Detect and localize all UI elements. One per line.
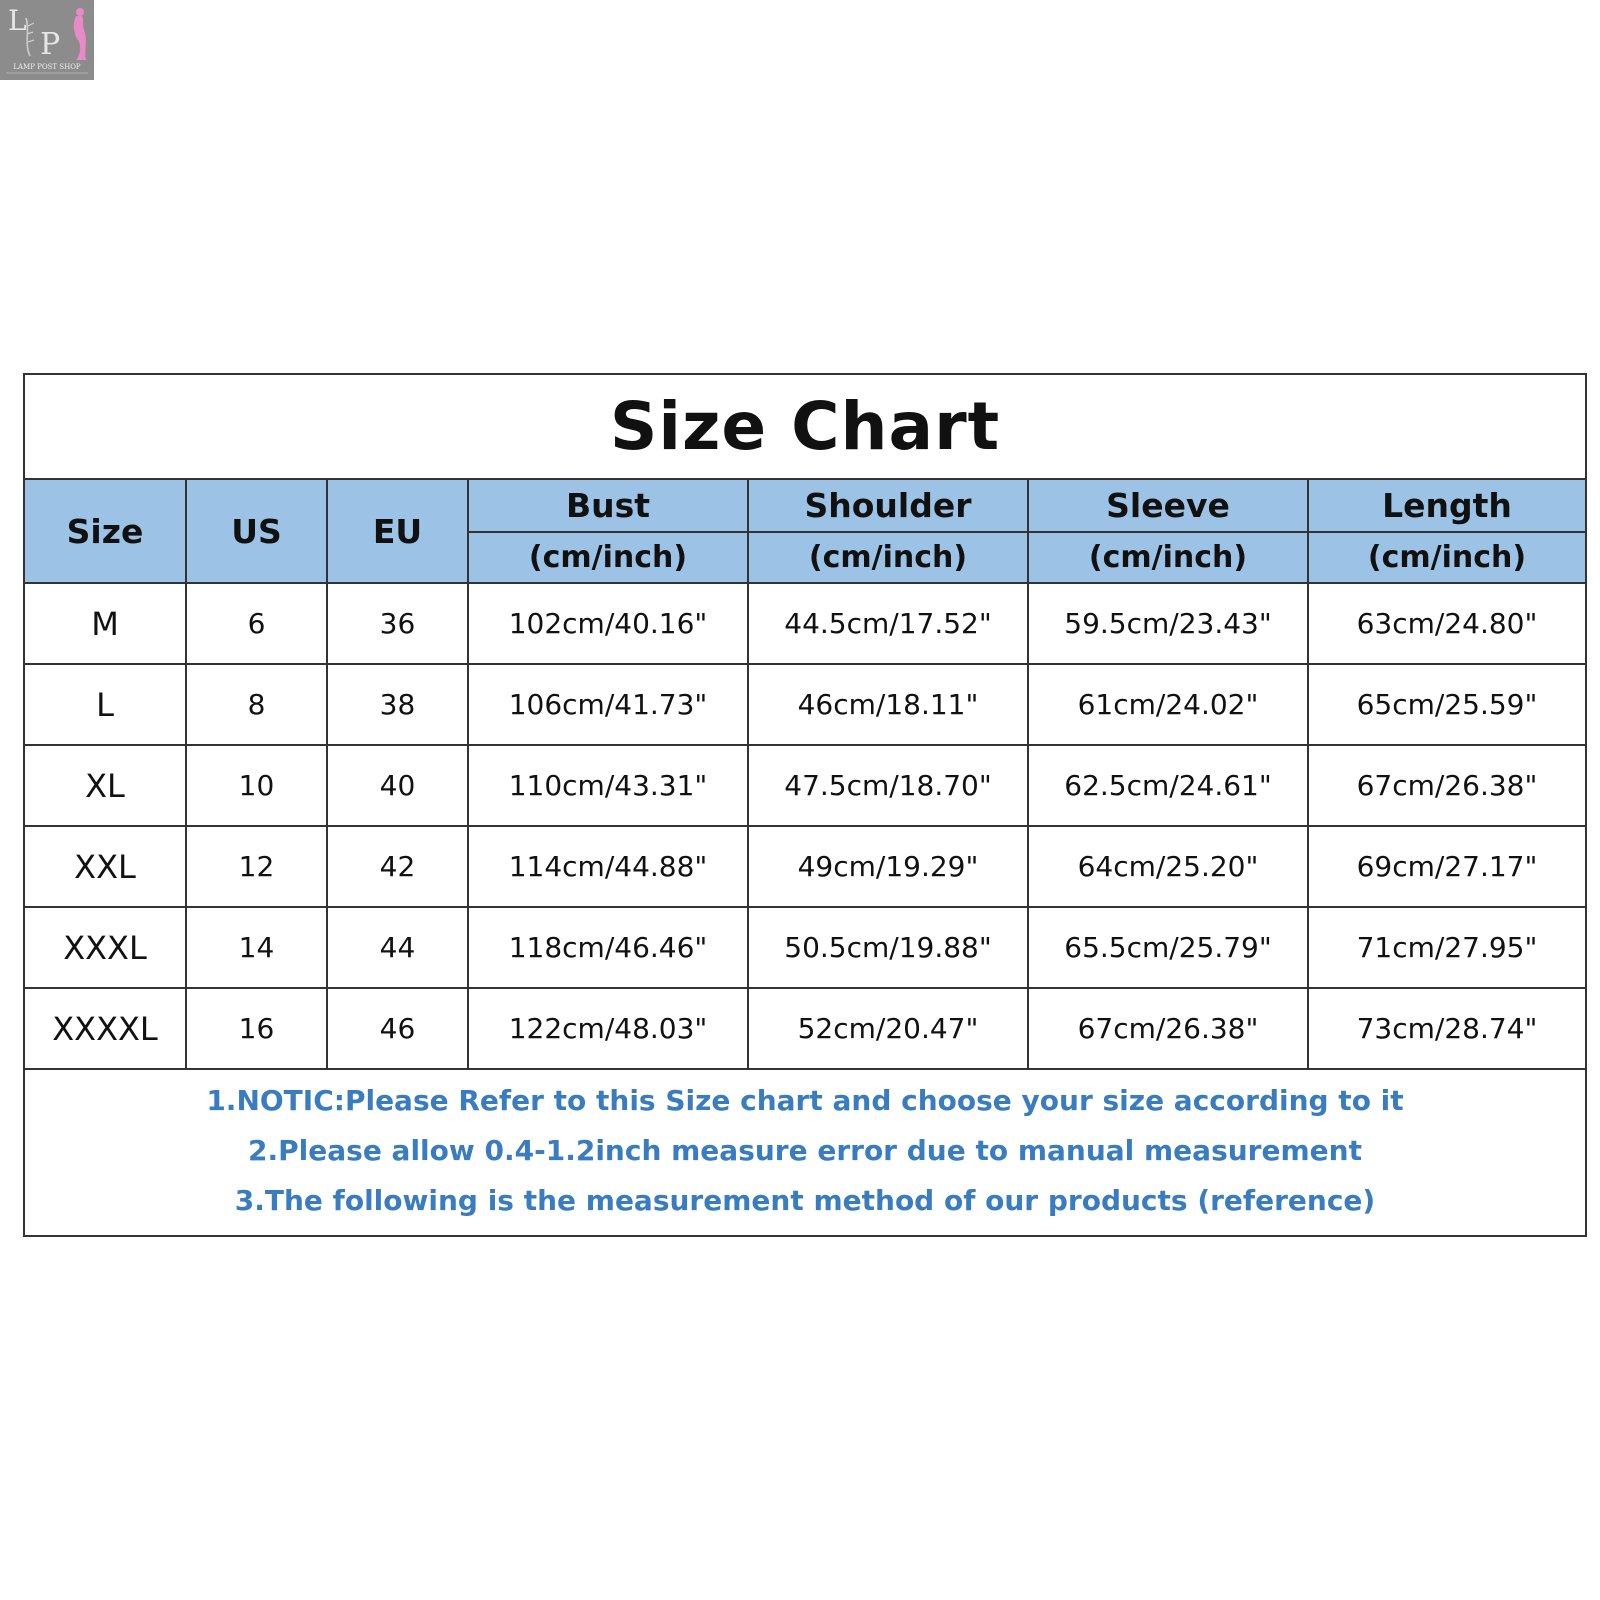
cell-us: 12 bbox=[186, 826, 327, 907]
table-row bbox=[25, 826, 1585, 907]
cell-us: 16 bbox=[186, 988, 327, 1069]
cell-size: L bbox=[25, 664, 186, 745]
header-bust: Bust bbox=[468, 480, 748, 532]
cell-bust: 110cm/43.31" bbox=[468, 745, 748, 826]
cell-us: 10 bbox=[186, 745, 327, 826]
cell-length: 65cm/25.59" bbox=[1308, 664, 1585, 745]
cell-sleeve: 61cm/24.02" bbox=[1028, 664, 1308, 745]
cell-shoulder: 50.5cm/19.88" bbox=[748, 907, 1028, 988]
logo-letter-l: L bbox=[8, 4, 27, 37]
logo-graphic bbox=[0, 0, 94, 80]
note-2: 2.Please allow 0.4-1.2inch measure error due to manual measurement bbox=[248, 1134, 1362, 1167]
cell-shoulder: 47.5cm/18.70" bbox=[748, 745, 1028, 826]
cell-bust: 106cm/41.73" bbox=[468, 664, 748, 745]
cell-bust: 122cm/48.03" bbox=[468, 988, 748, 1069]
cell-sleeve: 59.5cm/23.43" bbox=[1028, 583, 1308, 664]
table-row bbox=[25, 745, 1585, 826]
cell-size: XXXL bbox=[25, 907, 186, 988]
cell-eu: 40 bbox=[327, 745, 468, 826]
cell-eu: 42 bbox=[327, 826, 468, 907]
cell-us: 14 bbox=[186, 907, 327, 988]
cell-length: 73cm/28.74" bbox=[1308, 988, 1585, 1069]
header-eu: EU bbox=[327, 480, 468, 583]
cell-us: 6 bbox=[186, 583, 327, 664]
header-bust-unit: (cm/inch) bbox=[468, 532, 748, 583]
brand-logo bbox=[0, 0, 94, 80]
header-size: Size bbox=[25, 480, 186, 583]
note-1: 1.NOTIC:Please Refer to this Size chart and choose your size according to it bbox=[206, 1084, 1404, 1117]
cell-sleeve: 67cm/26.38" bbox=[1028, 988, 1308, 1069]
table-row bbox=[25, 664, 1585, 745]
cell-size: XL bbox=[25, 745, 186, 826]
header-length-unit: (cm/inch) bbox=[1308, 532, 1585, 583]
cell-length: 69cm/27.17" bbox=[1308, 826, 1585, 907]
cell-sleeve: 64cm/25.20" bbox=[1028, 826, 1308, 907]
size-table bbox=[25, 480, 1585, 1070]
cell-bust: 118cm/46.46" bbox=[468, 907, 748, 988]
table-row bbox=[25, 988, 1585, 1069]
cell-eu: 36 bbox=[327, 583, 468, 664]
cell-size: M bbox=[25, 583, 186, 664]
cell-bust: 114cm/44.88" bbox=[468, 826, 748, 907]
cell-us: 8 bbox=[186, 664, 327, 745]
chart-notes bbox=[25, 1070, 1585, 1232]
note-3: 3.The following is the measurement method of our products (reference) bbox=[234, 1184, 1376, 1217]
cell-sleeve: 65.5cm/25.79" bbox=[1028, 907, 1308, 988]
cell-shoulder: 46cm/18.11" bbox=[748, 664, 1028, 745]
header-us: US bbox=[186, 480, 327, 583]
cell-sleeve: 62.5cm/24.61" bbox=[1028, 745, 1308, 826]
cell-length: 67cm/26.38" bbox=[1308, 745, 1585, 826]
cell-bust: 102cm/40.16" bbox=[468, 583, 748, 664]
table-row bbox=[25, 907, 1585, 988]
chart-title: Size Chart bbox=[25, 375, 1585, 480]
header-sleeve: Sleeve bbox=[1028, 480, 1308, 532]
cell-length: 63cm/24.80" bbox=[1308, 583, 1585, 664]
cell-eu: 44 bbox=[327, 907, 468, 988]
cell-size: XXL bbox=[25, 826, 186, 907]
cell-length: 71cm/27.95" bbox=[1308, 907, 1585, 988]
header-shoulder: Shoulder bbox=[748, 480, 1028, 532]
cell-eu: 38 bbox=[327, 664, 468, 745]
header-length: Length bbox=[1308, 480, 1585, 532]
size-chart bbox=[23, 373, 1587, 1237]
table-row bbox=[25, 583, 1585, 664]
header-sleeve-unit: (cm/inch) bbox=[1028, 532, 1308, 583]
cell-size: XXXXL bbox=[25, 988, 186, 1069]
cell-shoulder: 49cm/19.29" bbox=[748, 826, 1028, 907]
cell-shoulder: 44.5cm/17.52" bbox=[748, 583, 1028, 664]
logo-letter-p: P bbox=[40, 27, 61, 62]
logo-text: LAMP POST SHOP bbox=[13, 63, 81, 71]
cell-eu: 46 bbox=[327, 988, 468, 1069]
header-shoulder-unit: (cm/inch) bbox=[748, 532, 1028, 583]
cell-shoulder: 52cm/20.47" bbox=[748, 988, 1028, 1069]
